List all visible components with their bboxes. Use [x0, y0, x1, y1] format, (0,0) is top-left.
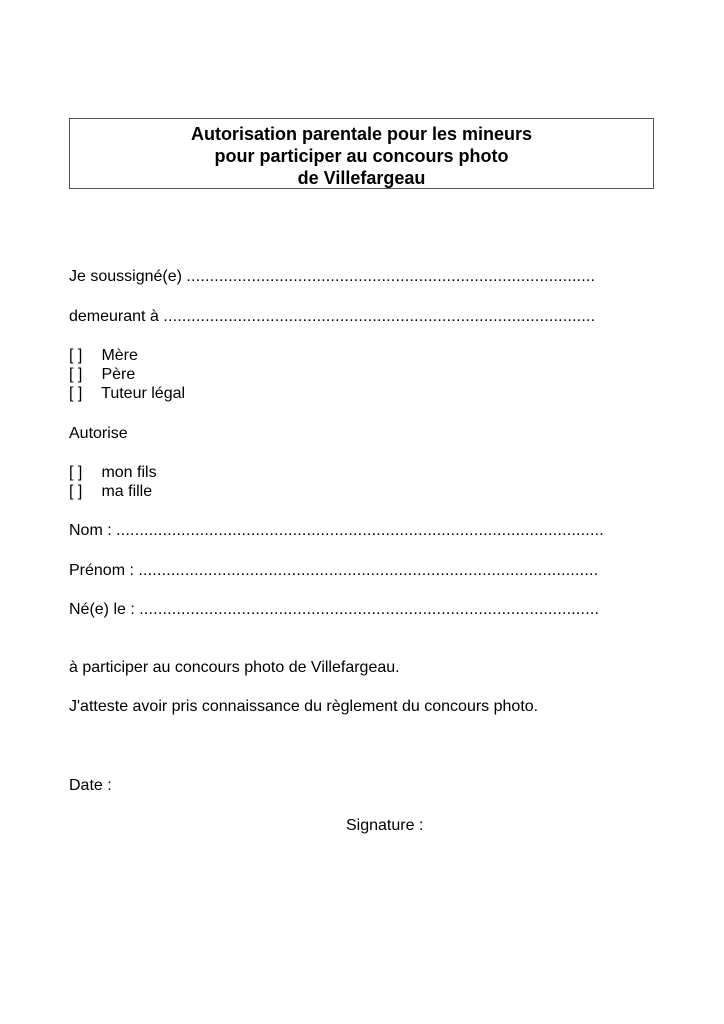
- demeurant-field[interactable]: [69, 307, 617, 327]
- nom-field[interactable]: [69, 521, 617, 541]
- title-box: [69, 118, 654, 189]
- ne-dots[interactable]: ...................................................................................................: [139, 601, 600, 618]
- option-pere-label: Père: [101, 366, 136, 383]
- title-line-3: de Villefargeau: [297, 168, 426, 188]
- title-line-2: pour participer au concours photo: [214, 146, 509, 166]
- date-label[interactable]: Date :: [69, 777, 112, 794]
- checkbox-mere[interactable]: [ ]: [69, 347, 83, 364]
- option-mere[interactable]: [69, 346, 138, 366]
- demeurant-label: demeurant à: [69, 308, 159, 325]
- checkbox-fils[interactable]: [ ]: [69, 464, 83, 481]
- prenom-dots[interactable]: ...................................................................................................: [138, 562, 599, 579]
- soussigne-label: Je soussigné(e): [69, 268, 182, 285]
- checkbox-fille[interactable]: [ ]: [69, 483, 83, 500]
- nom-dots[interactable]: .........................................................................................................: [116, 522, 604, 539]
- signature-label[interactable]: Signature :: [346, 817, 424, 834]
- soussigne-dots[interactable]: ........................................................................................: [186, 268, 596, 285]
- ne-label: Né(e) le :: [69, 601, 135, 618]
- attestation-text: J'atteste avoir pris connaissance du règlement du concours photo.: [69, 698, 539, 715]
- title-line-1: Autorisation parentale pour les mineurs: [190, 124, 533, 144]
- nom-label: Nom :: [69, 522, 112, 539]
- option-fils-label: mon fils: [101, 464, 157, 481]
- soussigne-field[interactable]: [69, 267, 617, 287]
- option-tuteur[interactable]: [69, 384, 185, 404]
- prenom-label: Prénom :: [69, 562, 134, 579]
- option-fille-label: ma fille: [101, 483, 153, 500]
- option-fille[interactable]: [69, 482, 152, 502]
- option-mere-label: Mère: [101, 347, 138, 364]
- option-fils[interactable]: [69, 463, 157, 483]
- checkbox-tuteur[interactable]: [ ]: [69, 385, 83, 402]
- option-pere[interactable]: [69, 365, 135, 385]
- participation-text: à participer au concours photo de Villefargeau.: [69, 659, 400, 676]
- ne-field[interactable]: [69, 600, 617, 620]
- autorise-label: Autorise: [69, 425, 128, 442]
- demeurant-dots[interactable]: .............................................................................................: [163, 308, 596, 325]
- option-tuteur-label: Tuteur légal: [101, 385, 186, 402]
- prenom-field[interactable]: [69, 561, 617, 581]
- checkbox-pere[interactable]: [ ]: [69, 366, 83, 383]
